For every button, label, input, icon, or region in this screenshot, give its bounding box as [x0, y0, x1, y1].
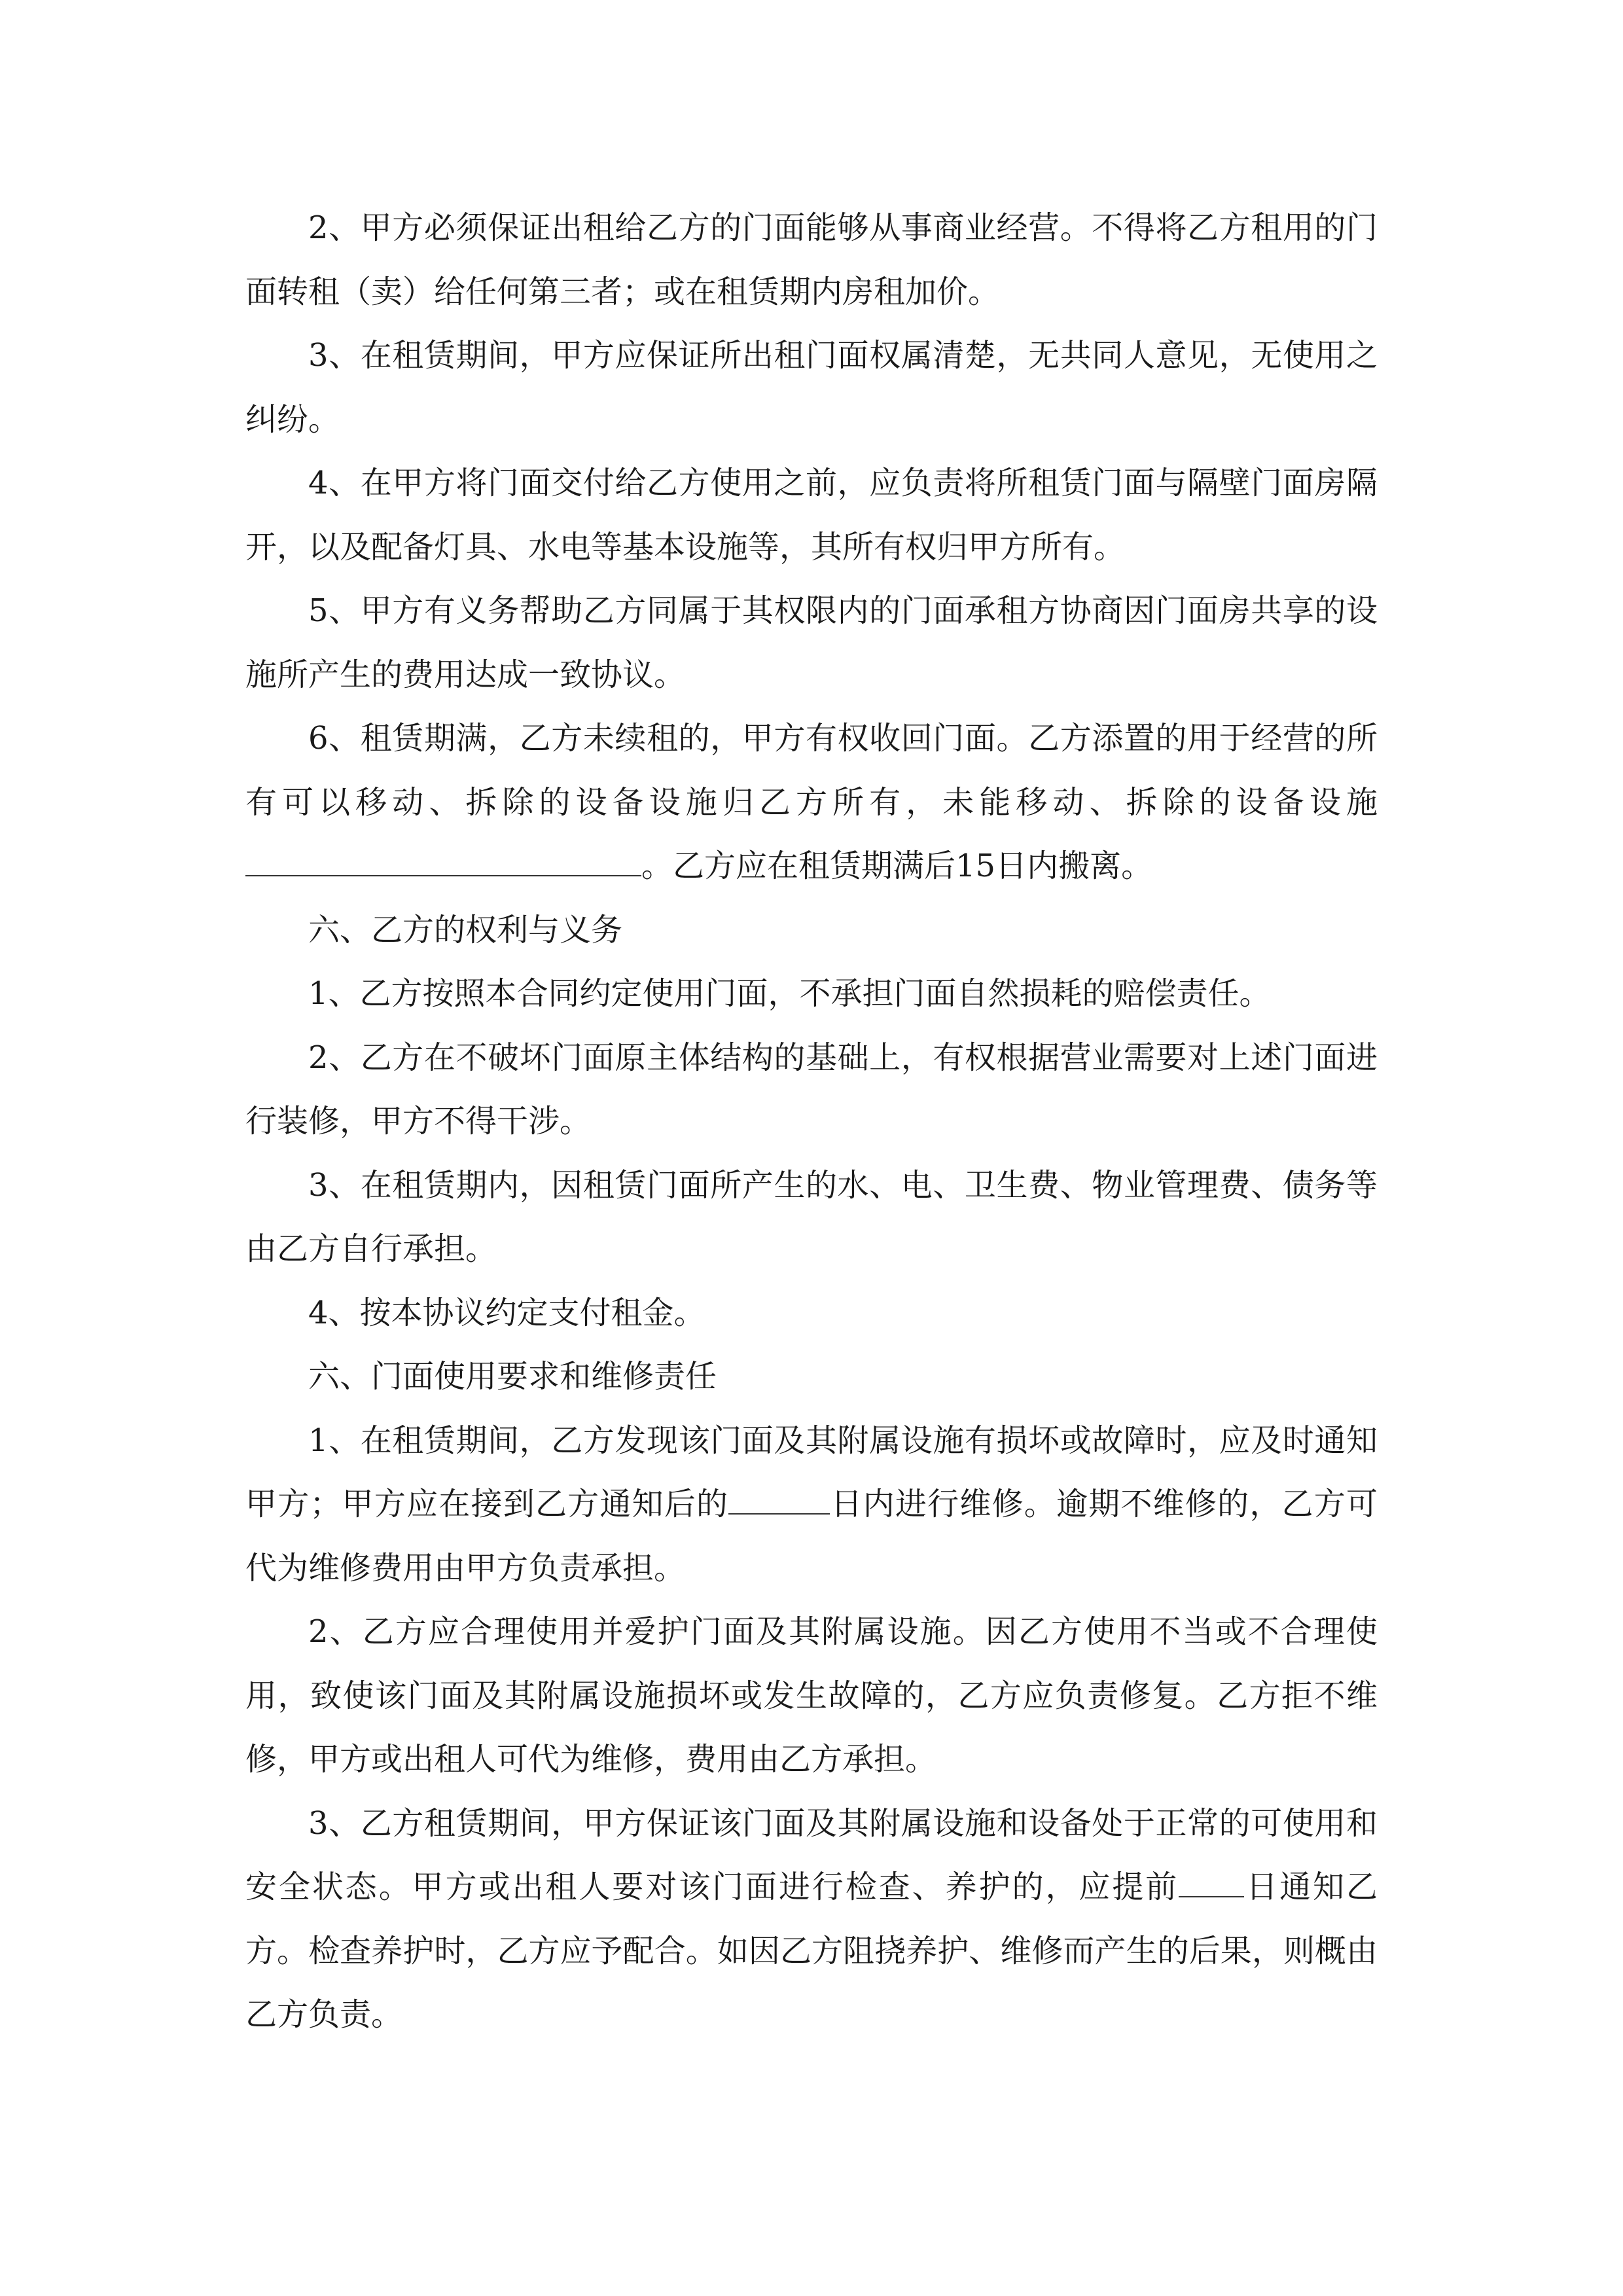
clause-text: 。乙方应在租赁期满后15日内搬离。 [641, 848, 1153, 884]
clause-paragraph: 5、甲方有义务帮助乙方同属于其权限内的门面承租方协商因门面房共享的设施所产生的费用达成一致协议。 [245, 592, 1378, 693]
clause-paragraph: 2、乙方在不破坏门面原主体结构的基础上，有权根据营业需要对上述门面进行装修，甲方不得干涉。 [245, 1039, 1378, 1139]
clause-paragraph [245, 1792, 1378, 2047]
clause-text: 6、租赁期满，乙方未续租的，甲方有权收回门面。乙方添置的用于经营的所有可以移动、拆除的设备设施归乙方所有，未能移动、拆除的设备设施 [245, 720, 1378, 821]
clause-paragraph: 4、在甲方将门面交付给乙方使用之前，应负责将所租赁门面与隔壁门面房隔开，以及配备灯具、水电等基本设施等，其所有权归甲方所有。 [245, 465, 1378, 565]
clause-paragraph: 2、甲方必须保证出租给乙方的门面能够从事商业经营。不得将乙方租用的门面转租（卖）给任何第三者；或在租赁期内房租加价。 [245, 209, 1378, 310]
clause-paragraph: 3、在租赁期内，因租赁门面所产生的水、电、卫生费、物业管理费、债务等由乙方自行承担。 [245, 1166, 1378, 1267]
clause-paragraph [245, 707, 1378, 899]
section-heading: 六、门面使用要求和维修责任 [308, 1358, 717, 1395]
fill-in-blank [728, 1487, 830, 1515]
fill-in-blank [245, 849, 641, 876]
clause-text: 3、乙方租赁期间，甲方保证该门面及其附属设施和设备处于正常的可使用和安全状态。甲方或出租人要对该门面进行检查、养护的，应提前 [245, 1804, 1378, 1905]
clause-paragraph: 3、在租赁期间，甲方应保证所出租门面权属清楚，无共同人意见，无使用之纠纷。 [245, 337, 1378, 438]
section-heading: 六、乙方的权利与义务 [308, 911, 623, 948]
clause-text: 日内进行维修。逾期不维修的，乙方可代为维修费用由甲方负责承担。 [245, 1486, 1378, 1587]
clause-paragraph: 4、按本协议约定支付租金。 [308, 1294, 705, 1331]
clause-paragraph: 2、乙方应合理使用并爱护门面及其附属设施。因乙方使用不当或不合理使用，致使该门面及其附属设施损坏或发生故障的，乙方应负责修复。乙方拒不维修，甲方或出租人可代为维修，费用由乙方承担。 [245, 1613, 1378, 1778]
clause-text: 1、在租赁期间，乙方发现该门面及其附属设施有损坏或故障时，应及时通知甲方；甲方应在接到乙方通知后的 [245, 1422, 1378, 1522]
clause-paragraph [245, 1409, 1378, 1601]
clause-text: 日通知乙方。检查养护时，乙方应予配合。如因乙方阻挠养护、维修而产生的后果，则概由乙方负责。 [245, 1869, 1378, 2033]
document-body [245, 196, 1378, 2047]
fill-in-blank [1179, 1870, 1244, 1897]
clause-paragraph: 1、乙方按照本合同约定使用门面，不承担门面自然损耗的赔偿责任。 [308, 975, 1271, 1012]
